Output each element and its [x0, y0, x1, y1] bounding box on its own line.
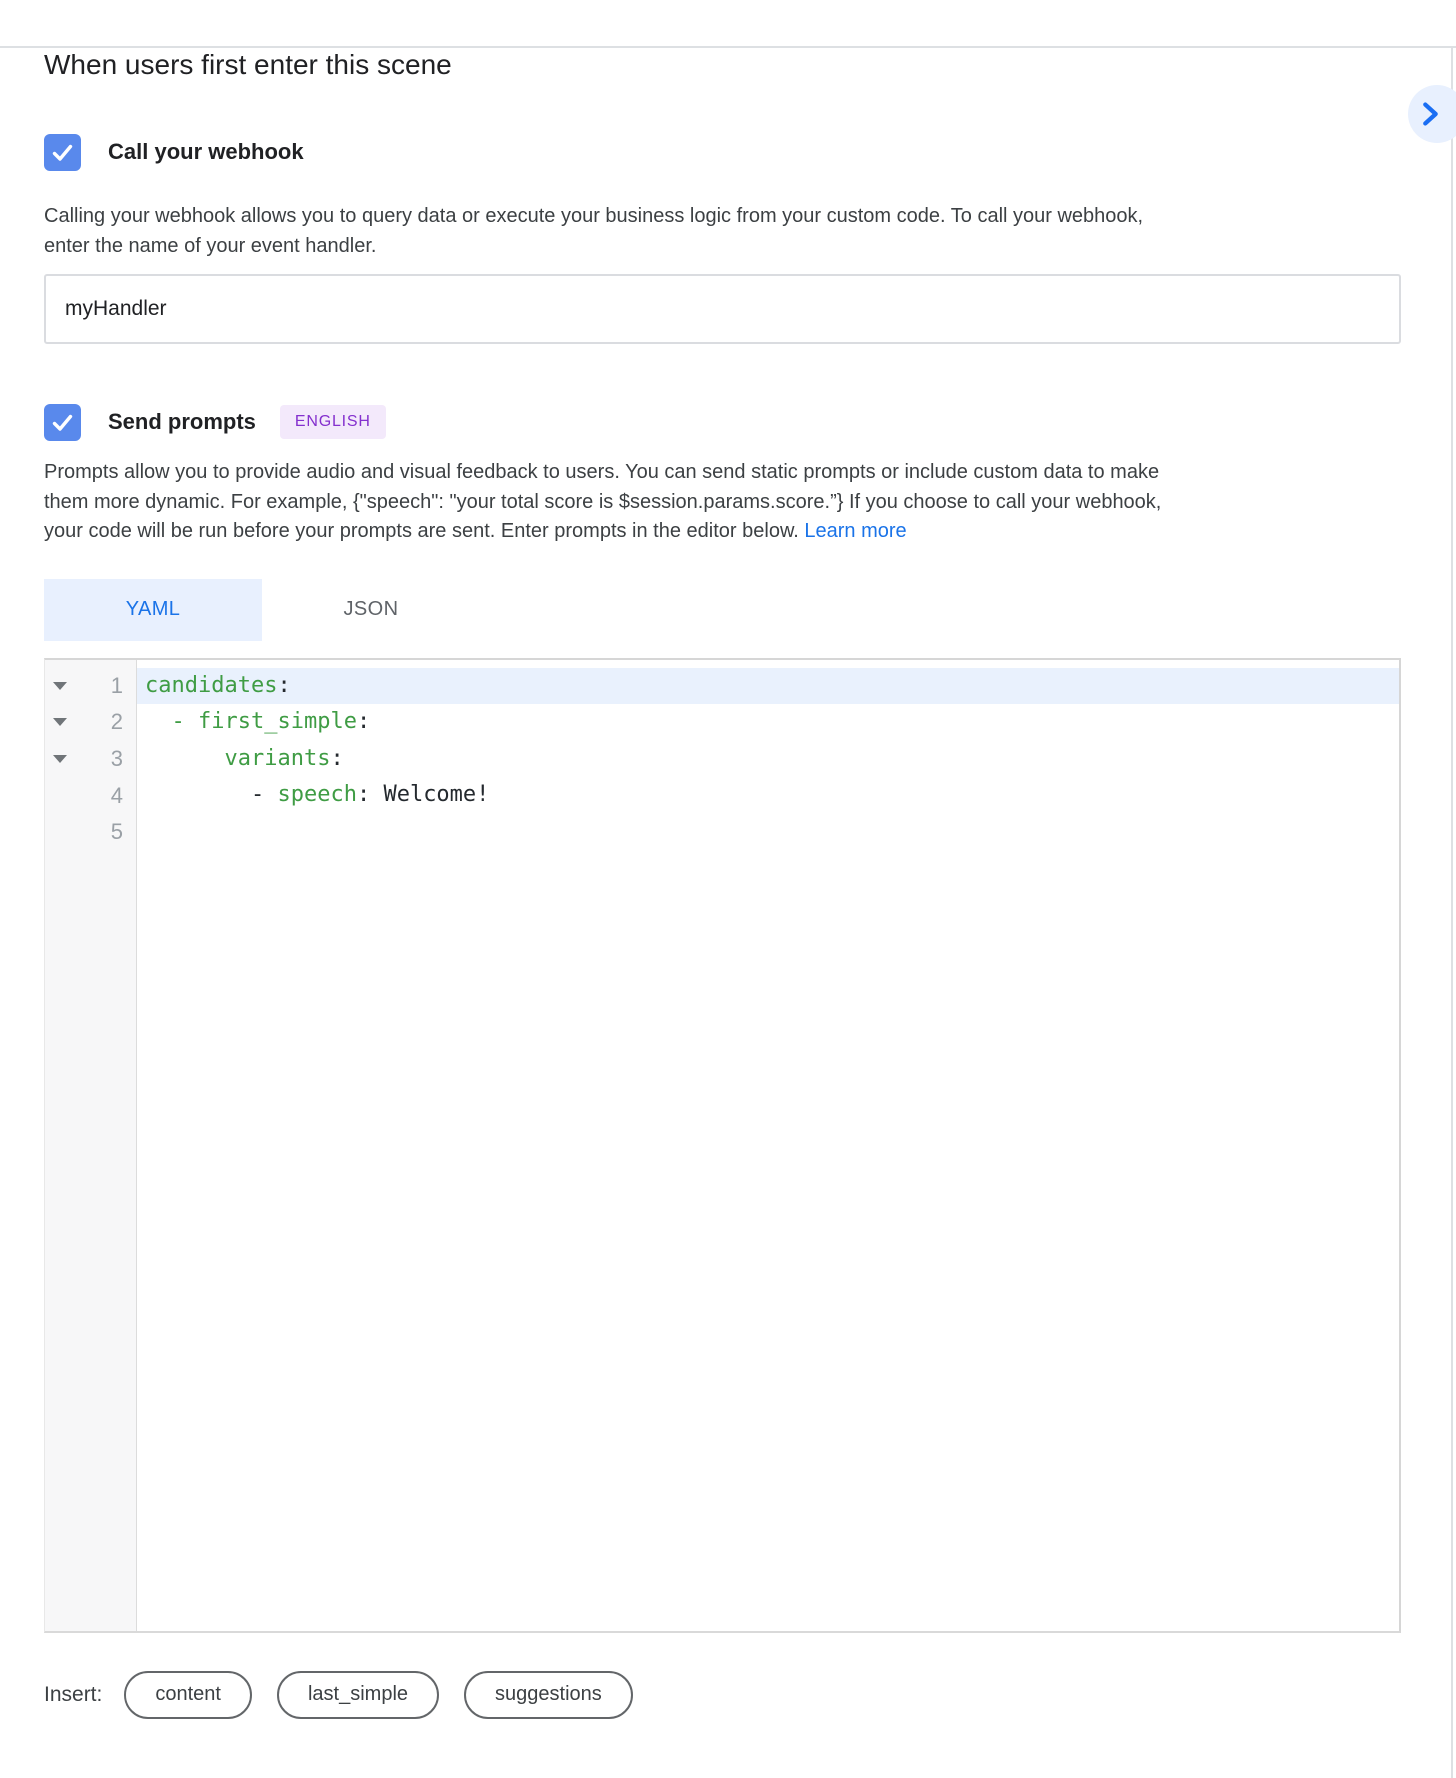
tab-json[interactable]: JSON — [343, 598, 399, 620]
event-handler-input[interactable] — [44, 274, 1401, 344]
yaml-indent — [145, 782, 251, 807]
send-prompts-row — [44, 402, 1456, 442]
format-tabs — [44, 579, 1456, 641]
insert-toolbar — [44, 1671, 1456, 1719]
yaml-punct: : — [277, 672, 291, 698]
page-title: When users first enter this scene — [44, 49, 452, 80]
prompt-editor[interactable] — [44, 658, 1401, 1633]
yaml-key: first_simple — [198, 709, 357, 735]
prompts-description-line: Prompts allow you to provide audio and visual feedback to users. You can send static prompts or include custom data to make — [44, 461, 1160, 483]
checkmark-icon — [49, 409, 76, 436]
line-number: 2 — [110, 709, 123, 735]
language-badge: ENGLISH — [280, 405, 386, 439]
call-webhook-checkbox[interactable] — [44, 134, 81, 171]
prompts-description-line: your code will be run before your prompts are sent. Enter prompts in the editor below. Learn more — [44, 520, 907, 542]
send-prompts-checkbox[interactable] — [44, 404, 81, 441]
yaml-indent — [145, 746, 224, 771]
checkmark-icon — [49, 139, 76, 166]
chevron-right-icon — [1413, 97, 1447, 131]
call-webhook-label: Call your webhook — [108, 139, 304, 164]
fold-arrow-icon[interactable] — [53, 718, 67, 726]
yaml-value: Welcome! — [383, 782, 490, 808]
fold-arrow-icon[interactable] — [53, 682, 67, 690]
prompts-description — [44, 458, 1456, 547]
yaml-punct: : — [356, 782, 384, 808]
event-handler-value: myHandler — [65, 297, 167, 320]
yaml-key: variants — [224, 745, 331, 771]
code-line — [137, 814, 1399, 851]
learn-more-link[interactable]: Learn more — [804, 520, 907, 542]
gutter-row — [45, 741, 136, 778]
line-number: 3 — [110, 745, 123, 771]
yaml-punct: : — [330, 745, 344, 771]
line-number: 1 — [110, 672, 123, 698]
webhook-description — [44, 202, 1456, 261]
gutter-row — [45, 777, 136, 814]
insert-last-simple-button[interactable]: last_simple — [277, 1671, 439, 1719]
line-number: 4 — [110, 782, 123, 808]
send-prompts-label: Send prompts — [108, 409, 256, 434]
yaml-key: speech — [277, 782, 357, 808]
yaml-indent — [145, 709, 172, 734]
panel-top-border — [0, 46, 1456, 48]
gutter-row — [45, 814, 136, 851]
code-line — [137, 668, 1399, 705]
code-area[interactable] — [137, 660, 1399, 1631]
gutter-row — [45, 704, 136, 741]
line-number: 5 — [110, 819, 123, 845]
fold-arrow-icon[interactable] — [53, 755, 67, 763]
code-line — [137, 704, 1399, 741]
webhook-description-line: enter the name of your event handler. — [44, 234, 377, 257]
yaml-dash: - — [171, 709, 198, 735]
yaml-punct: : — [356, 709, 371, 735]
editor-gutter — [45, 660, 137, 1631]
gutter-row — [45, 668, 136, 705]
insert-content-button[interactable]: content — [124, 1671, 252, 1719]
yaml-dash: - — [250, 782, 278, 808]
webhook-description-line: Calling your webhook allows you to query data or execute your business logic from your custom code. To call your webhook, — [44, 205, 1144, 227]
prompts-description-line: them more dynamic. For example, {"speech": "your total score is $session.params.score.”} If you choose to call your webhook, — [44, 490, 1162, 513]
panel-right-border — [1451, 46, 1453, 1778]
code-line — [137, 777, 1399, 814]
insert-suggestions-button[interactable]: suggestions — [464, 1671, 633, 1719]
insert-label: Insert: — [44, 1682, 103, 1706]
call-webhook-row — [44, 132, 1456, 172]
code-line — [137, 741, 1399, 778]
yaml-key: candidates — [145, 672, 278, 698]
tab-yaml[interactable]: YAML — [44, 579, 262, 641]
